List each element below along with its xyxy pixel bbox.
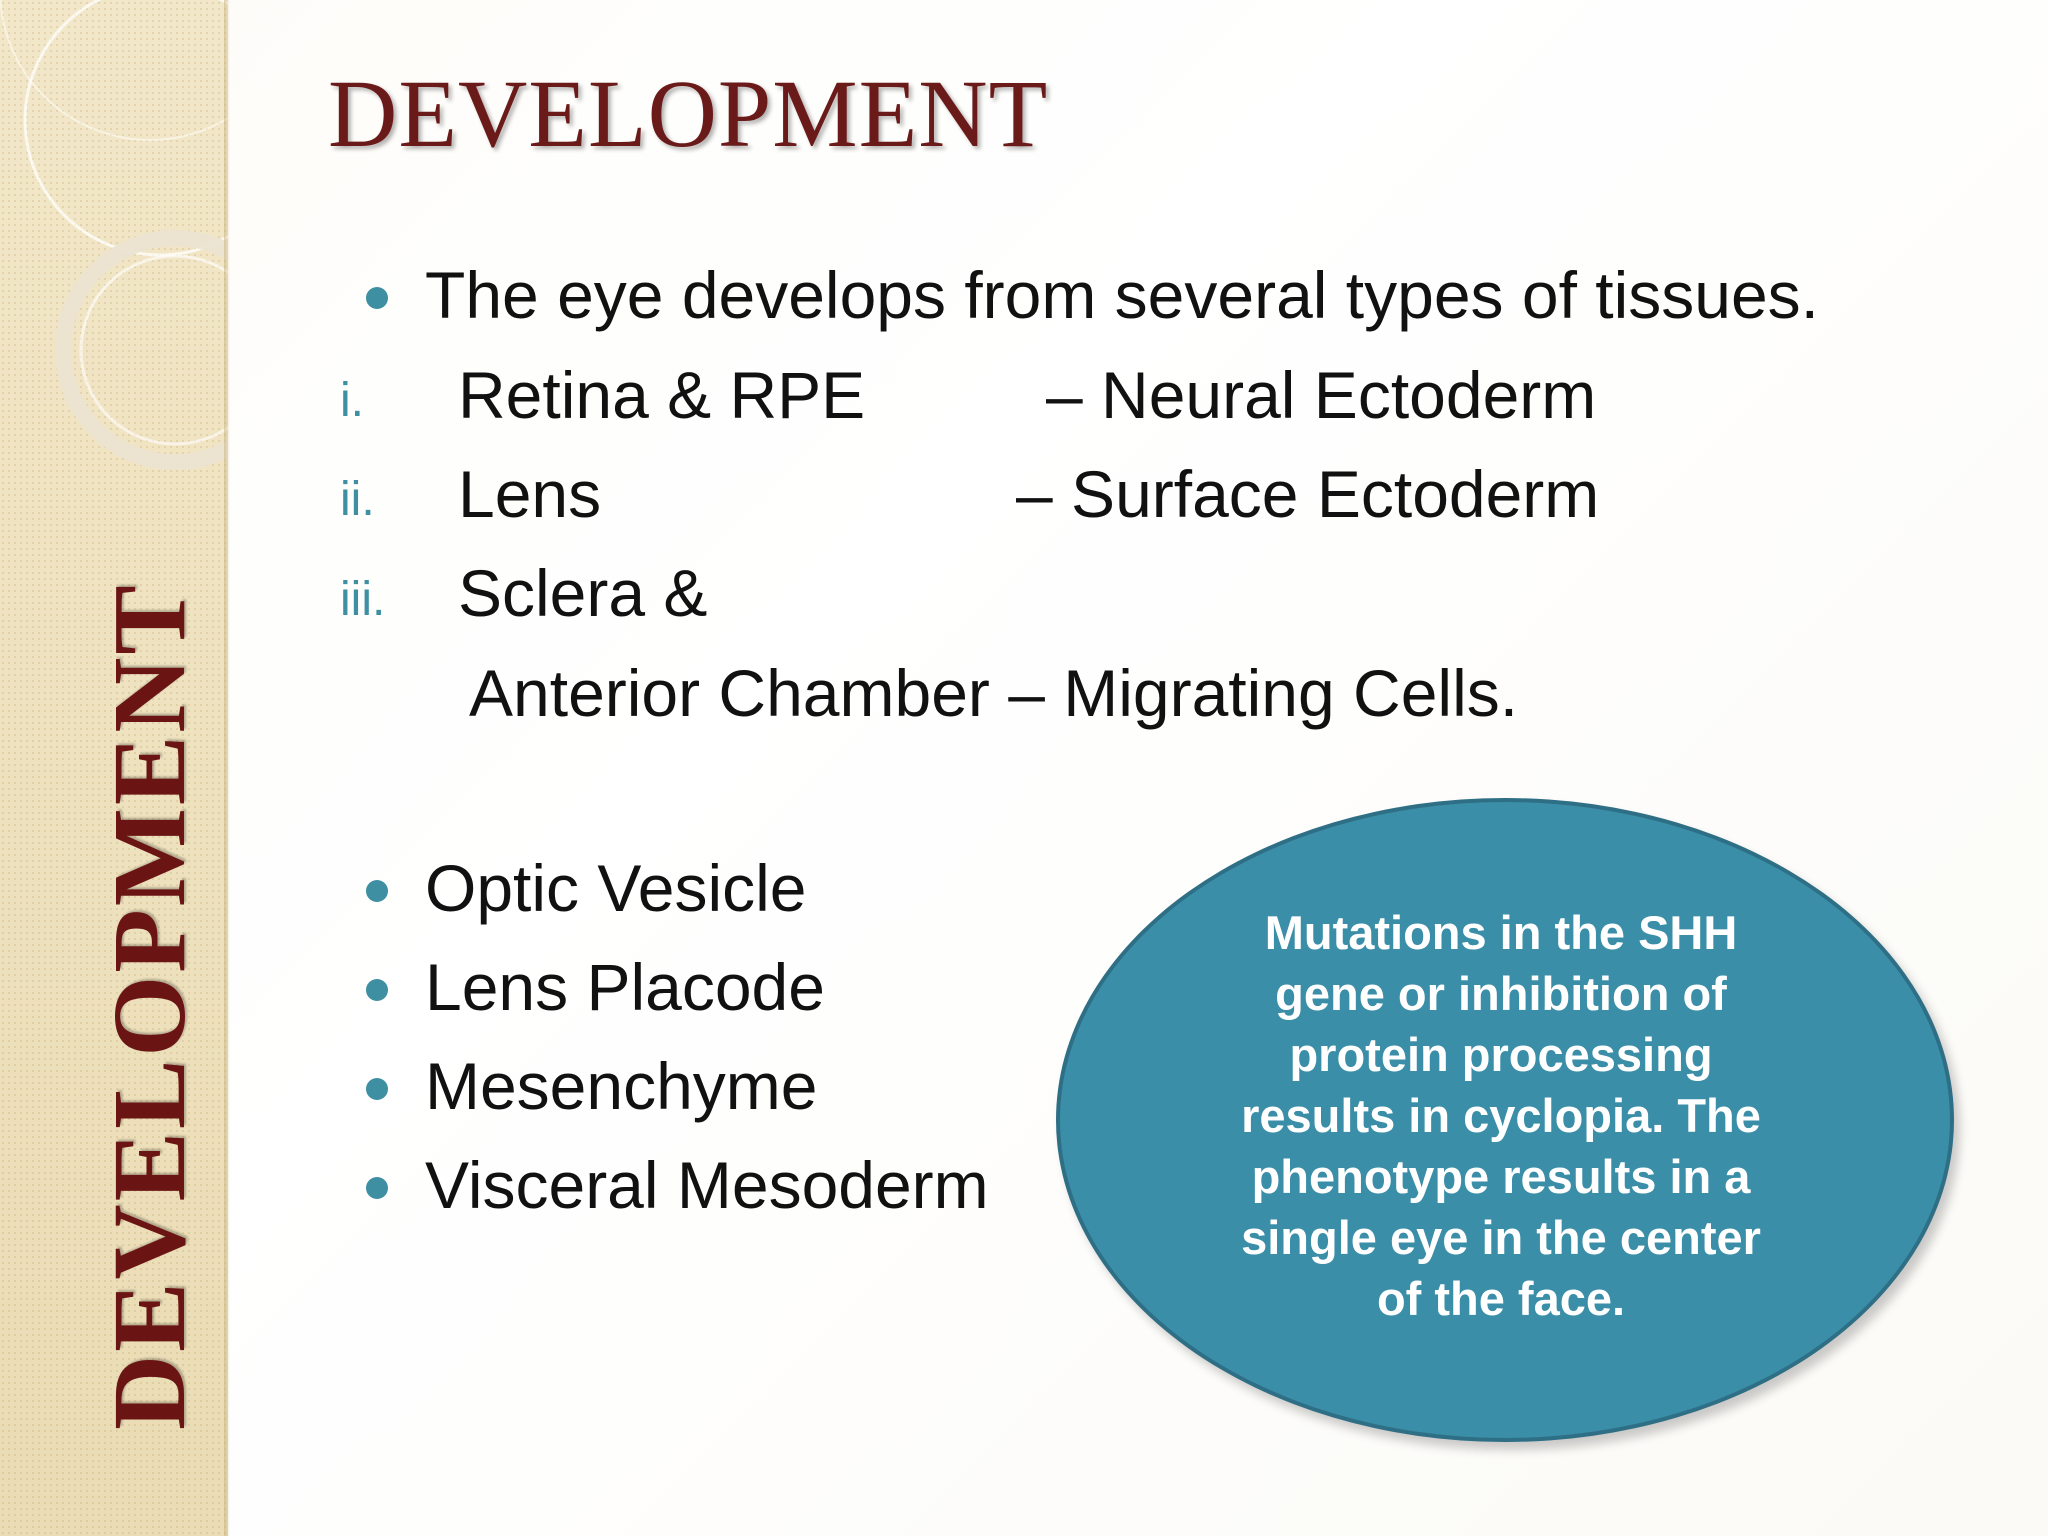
bullet-item: Visceral Mesoderm (425, 1148, 989, 1222)
roman-marker: ii. (340, 473, 375, 526)
roman-marker: iii. (340, 573, 386, 626)
callout-line: of the face. (1376, 1272, 1626, 1325)
decorative-circles (0, 0, 228, 520)
roman-marker: i. (340, 374, 364, 427)
sidebar-edge (224, 0, 230, 1536)
continuation-line: Anterior Chamber – Migrating Cells. (469, 656, 1519, 730)
item-label: Retina & RPE (458, 358, 866, 432)
bullet-dot (366, 979, 388, 1001)
page-title: DEVELOPMENT (328, 60, 1049, 167)
item-label: Sclera & (458, 556, 708, 630)
bullet-item: Lens Placode (425, 950, 825, 1024)
intro-bullet-text: The eye develops from several types of tissues. (425, 258, 1819, 332)
callout-line: phenotype results in a (1251, 1150, 1751, 1203)
callout-line: Mutations in the SHH (1264, 906, 1738, 959)
bullet-item: Mesenchyme (425, 1049, 818, 1123)
bullet-dot (366, 287, 388, 309)
bullet-dot (366, 1177, 388, 1199)
callout-line: protein processing (1289, 1028, 1713, 1081)
callout-line: results in cyclopia. The (1241, 1089, 1761, 1142)
bullet-item: Optic Vesicle (425, 851, 807, 925)
callout-text (1196, 902, 1806, 1329)
item-source: – Neural Ectoderm (1046, 358, 1597, 432)
bullet-dot (366, 880, 388, 902)
callout-line: single eye in the center (1241, 1211, 1761, 1264)
item-source: – Surface Ectoderm (1016, 457, 1600, 531)
side-title: DEVELOPMENT (92, 582, 207, 1430)
callout-line: gene or inhibition of (1275, 967, 1727, 1020)
bullet-dot (366, 1078, 388, 1100)
item-label: Lens (458, 457, 602, 531)
sidebar-panel (0, 0, 228, 1536)
